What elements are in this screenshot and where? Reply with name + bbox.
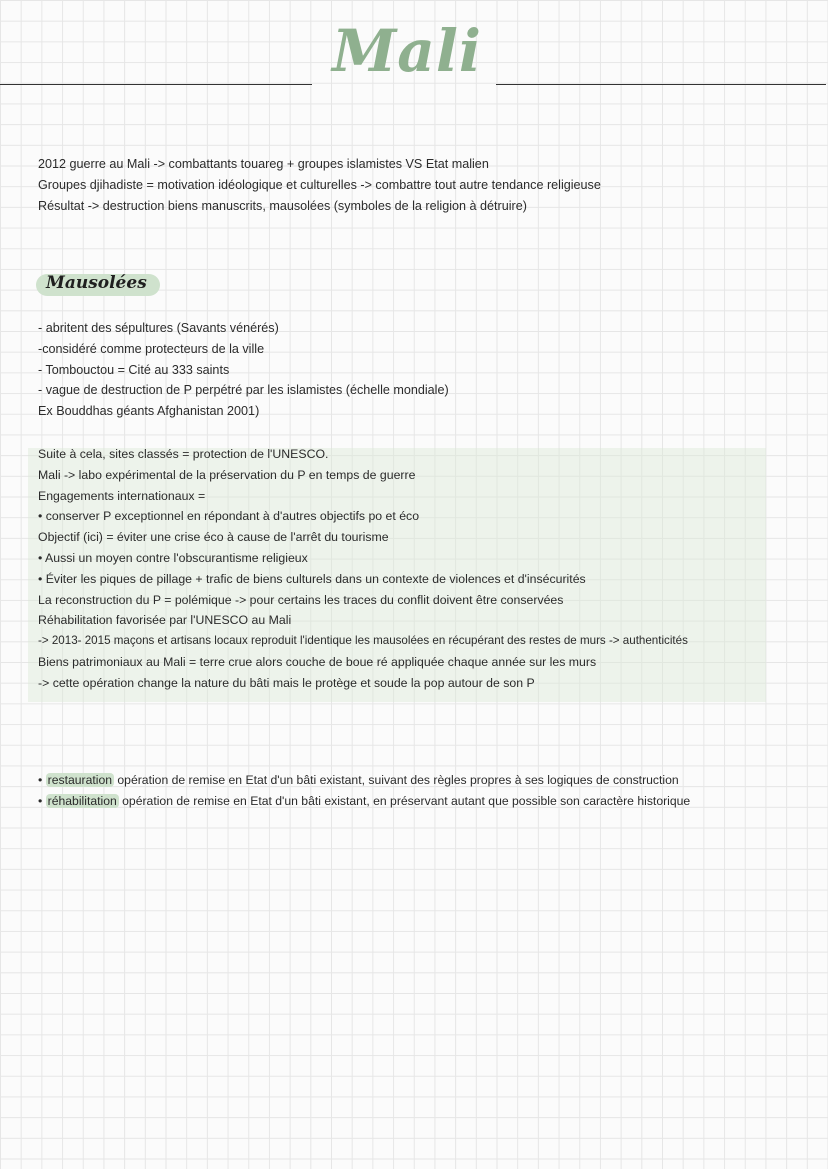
list-item: -considéré comme protecteurs de la ville bbox=[38, 341, 265, 356]
bullet: • bbox=[38, 793, 46, 808]
mausolees-list bbox=[38, 318, 449, 422]
intro-line: 2012 guerre au Mali -> combattants touareg + groupes islamistes VS Etat malien bbox=[38, 157, 489, 171]
text-line: Engagements internationaux = bbox=[38, 488, 206, 503]
text-line: • conserver P exceptionnel en répondant à d'autres objectifs po et éco bbox=[38, 509, 420, 524]
text-line: Biens patrimoniaux au Mali = terre crue alors couche de boue ré appliquée chaque année sur les murs bbox=[38, 654, 597, 669]
definition-restauration bbox=[38, 770, 690, 791]
text-line: -> cette opération change la nature du bâti mais le protège et soude la pop autour de son P bbox=[38, 675, 535, 690]
section-title: Mausolées bbox=[46, 273, 147, 293]
list-item: - Tombouctou = Cité au 333 saints bbox=[38, 362, 230, 377]
title-rule-left bbox=[0, 84, 312, 85]
definition-text: opération de remise en Etat d'un bâti existant, en préservant autant que possible son caractère historique bbox=[118, 793, 691, 808]
page-title: Mali bbox=[332, 17, 482, 85]
list-item: - abritent des sépultures (Savants vénérés) bbox=[38, 321, 279, 335]
text-line: Suite à cela, sites classés = protection de l'UNESCO. bbox=[38, 447, 329, 461]
text-line: La reconstruction du P = polémique -> pour certains les traces du conflit doivent être conservées bbox=[38, 592, 564, 607]
intro-block bbox=[38, 154, 601, 216]
text-line: -> 2013- 2015 maçons et artisans locaux reproduit l'identique les mausolées en récupérant des restes de murs -> authenticités bbox=[38, 634, 688, 648]
list-item: Ex Bouddhas géants Afghanistan 2001) bbox=[38, 404, 260, 419]
bullet: • bbox=[38, 773, 46, 787]
text-line: Réhabilitation favorisée par l'UNESCO au Mali bbox=[38, 613, 292, 628]
text-line: • Aussi un moyen contre l'obscurantisme religieux bbox=[38, 550, 308, 565]
definition-text: opération de remise en Etat d'un bâti existant, suivant des règles propres à ses logiques de construction bbox=[114, 773, 679, 787]
definition-rehabilitation bbox=[38, 791, 690, 812]
intro-line: Résultat -> destruction biens manuscrits, mausolées (symboles de la religion à détruire) bbox=[38, 198, 527, 213]
suite-block bbox=[38, 444, 688, 694]
text-line: Objectif (ici) = éviter une crise éco à cause de l'arrêt du tourisme bbox=[38, 530, 389, 545]
text-line: Mali -> labo expérimental de la préservation du P en temps de guerre bbox=[38, 467, 416, 482]
list-item: - vague de destruction de P perpétré par les islamistes (échelle mondiale) bbox=[38, 383, 449, 398]
definition-term: réhabilitation bbox=[47, 793, 117, 808]
definitions-block bbox=[38, 770, 690, 812]
title-rule-right bbox=[496, 84, 826, 85]
intro-line: Groupes djihadiste = motivation idéologique et culturelles -> combattre tout autre tendance religieuse bbox=[38, 177, 601, 192]
text-line: • Éviter les piques de pillage + trafic de biens culturels dans un contexte de violences et d'insécurités bbox=[38, 571, 586, 586]
definition-term: restauration bbox=[47, 773, 113, 787]
